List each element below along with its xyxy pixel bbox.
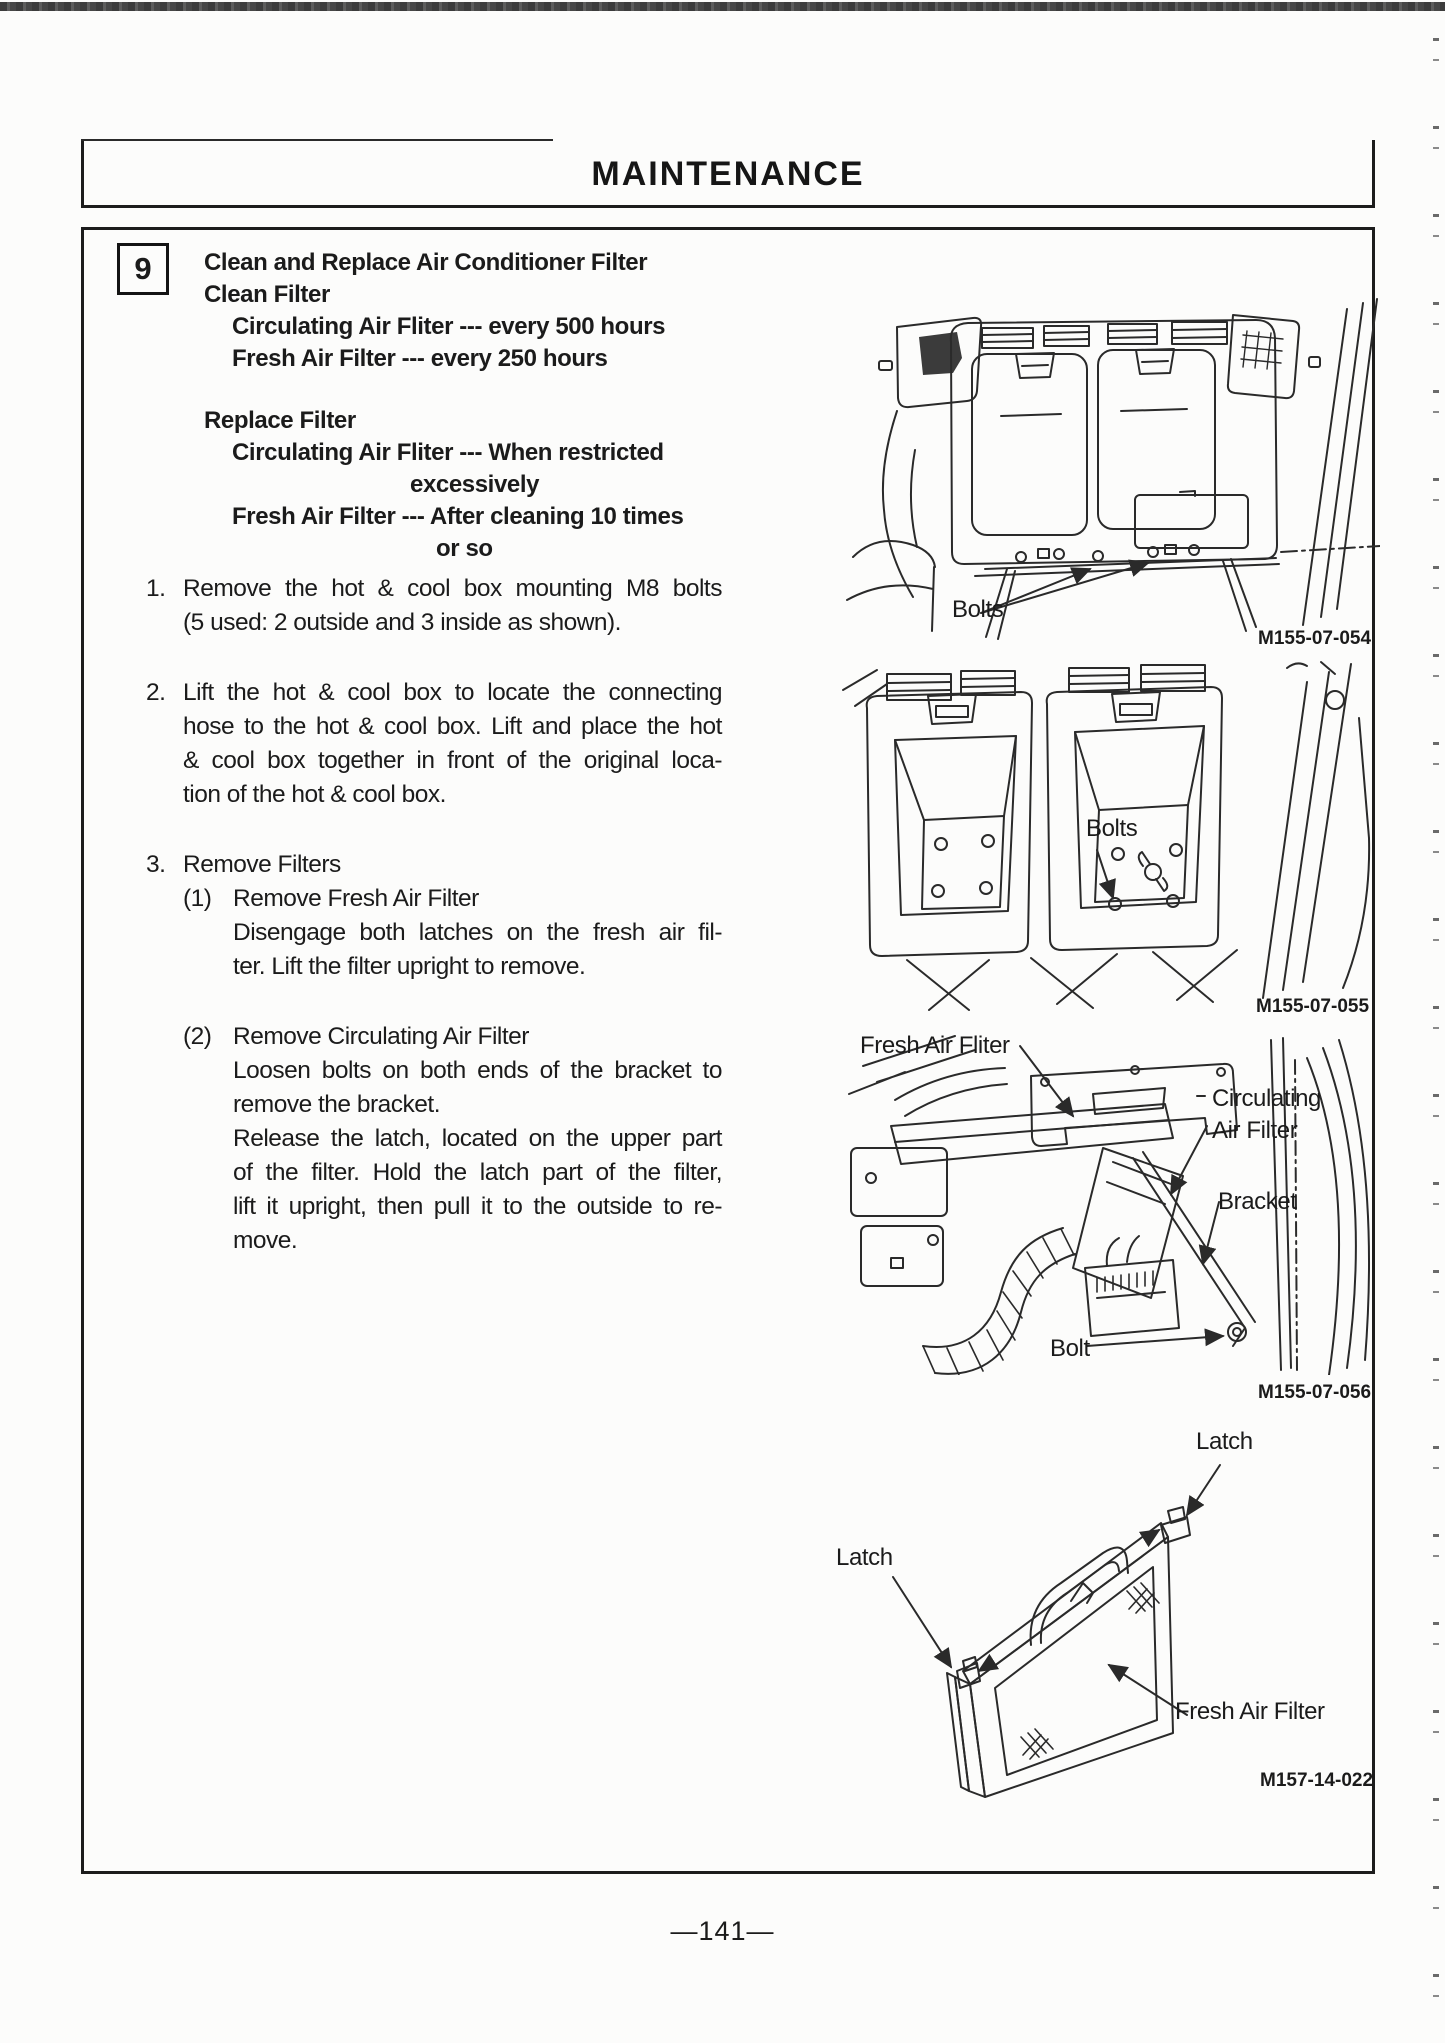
substep-2-line: lift it upright, then pull it to the outside to re- (233, 1193, 722, 1220)
clean-filter-heading: Clean Filter (204, 281, 330, 308)
fig4-fresh-air-filter-label: Fresh Air Filter (1175, 1698, 1325, 1725)
fig2-code: M155-07-055 (1256, 996, 1370, 1017)
substep-2-line: move. (233, 1227, 298, 1254)
step-2-line: tion of the hot & cool box. (183, 781, 446, 808)
fig2-bolts-label: Bolts (1086, 815, 1138, 842)
fig3-circulating-label: Circulating (1212, 1085, 1321, 1112)
clean-item-circulating: Circulating Air Fliter --- every 500 hours (232, 313, 666, 340)
replace-item-circulating: Circulating Air Fliter --- When restricted (232, 439, 664, 466)
substep-2-line: Remove Circulating Air Filter (233, 1023, 529, 1050)
fig4-latch-right-label: Latch (1196, 1428, 1253, 1455)
step-2 (146, 676, 722, 812)
substep-1 (183, 882, 722, 984)
fig1-code: M155-07-054 (1258, 628, 1372, 649)
substep-1-number: (1) (183, 885, 212, 912)
substep-2 (183, 1020, 722, 1258)
section-number: 9 (134, 251, 152, 286)
substep-2-line: Release the latch, located on the upper part (233, 1125, 722, 1152)
step-3-title: Remove Filters (183, 851, 341, 878)
procedure-steps (146, 572, 722, 1294)
fig4-latch-left-label: Latch (836, 1544, 893, 1571)
step-2-line: Lift the hot & cool box to locate the connecting (183, 679, 722, 706)
fig1-bolts-label: Bolts (952, 596, 1004, 623)
step-1-line: Remove the hot & cool box mounting M8 bolts (183, 575, 722, 602)
binding-marks (1433, 12, 1439, 2032)
replace-item-fresh: Fresh Air Filter --- After cleaning 10 times (232, 503, 684, 530)
step-2-number: 2. (146, 679, 166, 706)
replace-filter-heading: Replace Filter (204, 407, 356, 434)
clean-item-fresh: Fresh Air Filter --- every 250 hours (232, 345, 608, 372)
section-title: Clean and Replace Air Conditioner Filter (204, 249, 648, 276)
cab-rear-hot-cool-box-illustration (835, 295, 1380, 657)
page-number: —141— (670, 1916, 775, 1946)
section-number-box (117, 243, 169, 295)
step-3 (146, 848, 722, 882)
substep-2-number: (2) (183, 1023, 212, 1050)
filter-assembly-illustration (835, 1030, 1380, 1375)
fresh-air-filter-illustration (835, 1425, 1380, 1820)
fig3-bolt-label: Bolt (1050, 1335, 1090, 1362)
step-1-number: 1. (146, 575, 166, 602)
substep-1-line: Disengage both latches on the fresh air fil- (233, 919, 722, 946)
section-heading (204, 247, 769, 565)
step-1-line: (5 used: 2 outside and 3 inside as shown). (183, 609, 621, 636)
substep-1-line: ter. Lift the filter upright to remove. (233, 953, 586, 980)
step-3-number: 3. (146, 851, 166, 878)
substep-1-line: Remove Fresh Air Filter (233, 885, 479, 912)
fig4-code: M157-14-022 (1260, 1770, 1374, 1791)
step-2-line: & cool box together in front of the original loca- (183, 747, 722, 774)
step-1 (146, 572, 722, 640)
replace-item-circulating-cont: excessively (410, 471, 540, 498)
scan-top-bar (0, 2, 1445, 11)
step-2-line: hose to the hot & cool box. Lift and place the hot (183, 713, 722, 740)
page-title: MAINTENANCE (591, 154, 865, 193)
substep-2-line: Loosen bolts on both ends of the bracket to (233, 1057, 722, 1084)
substep-2-line: remove the bracket. (233, 1091, 441, 1118)
fig3-air-filter-label: Air Filter (1212, 1117, 1298, 1144)
fig3-code: M155-07-056 (1258, 1382, 1372, 1403)
heading-gap (204, 375, 769, 405)
fig3-bracket-label: Bracket (1218, 1188, 1297, 1215)
replace-item-fresh-cont: or so (436, 535, 493, 562)
substep-2-line: of the filter. Hold the latch part of the filter, (233, 1159, 722, 1186)
fig3-fresh-air-filter-label: Fresh Air Fliter (860, 1032, 1010, 1059)
